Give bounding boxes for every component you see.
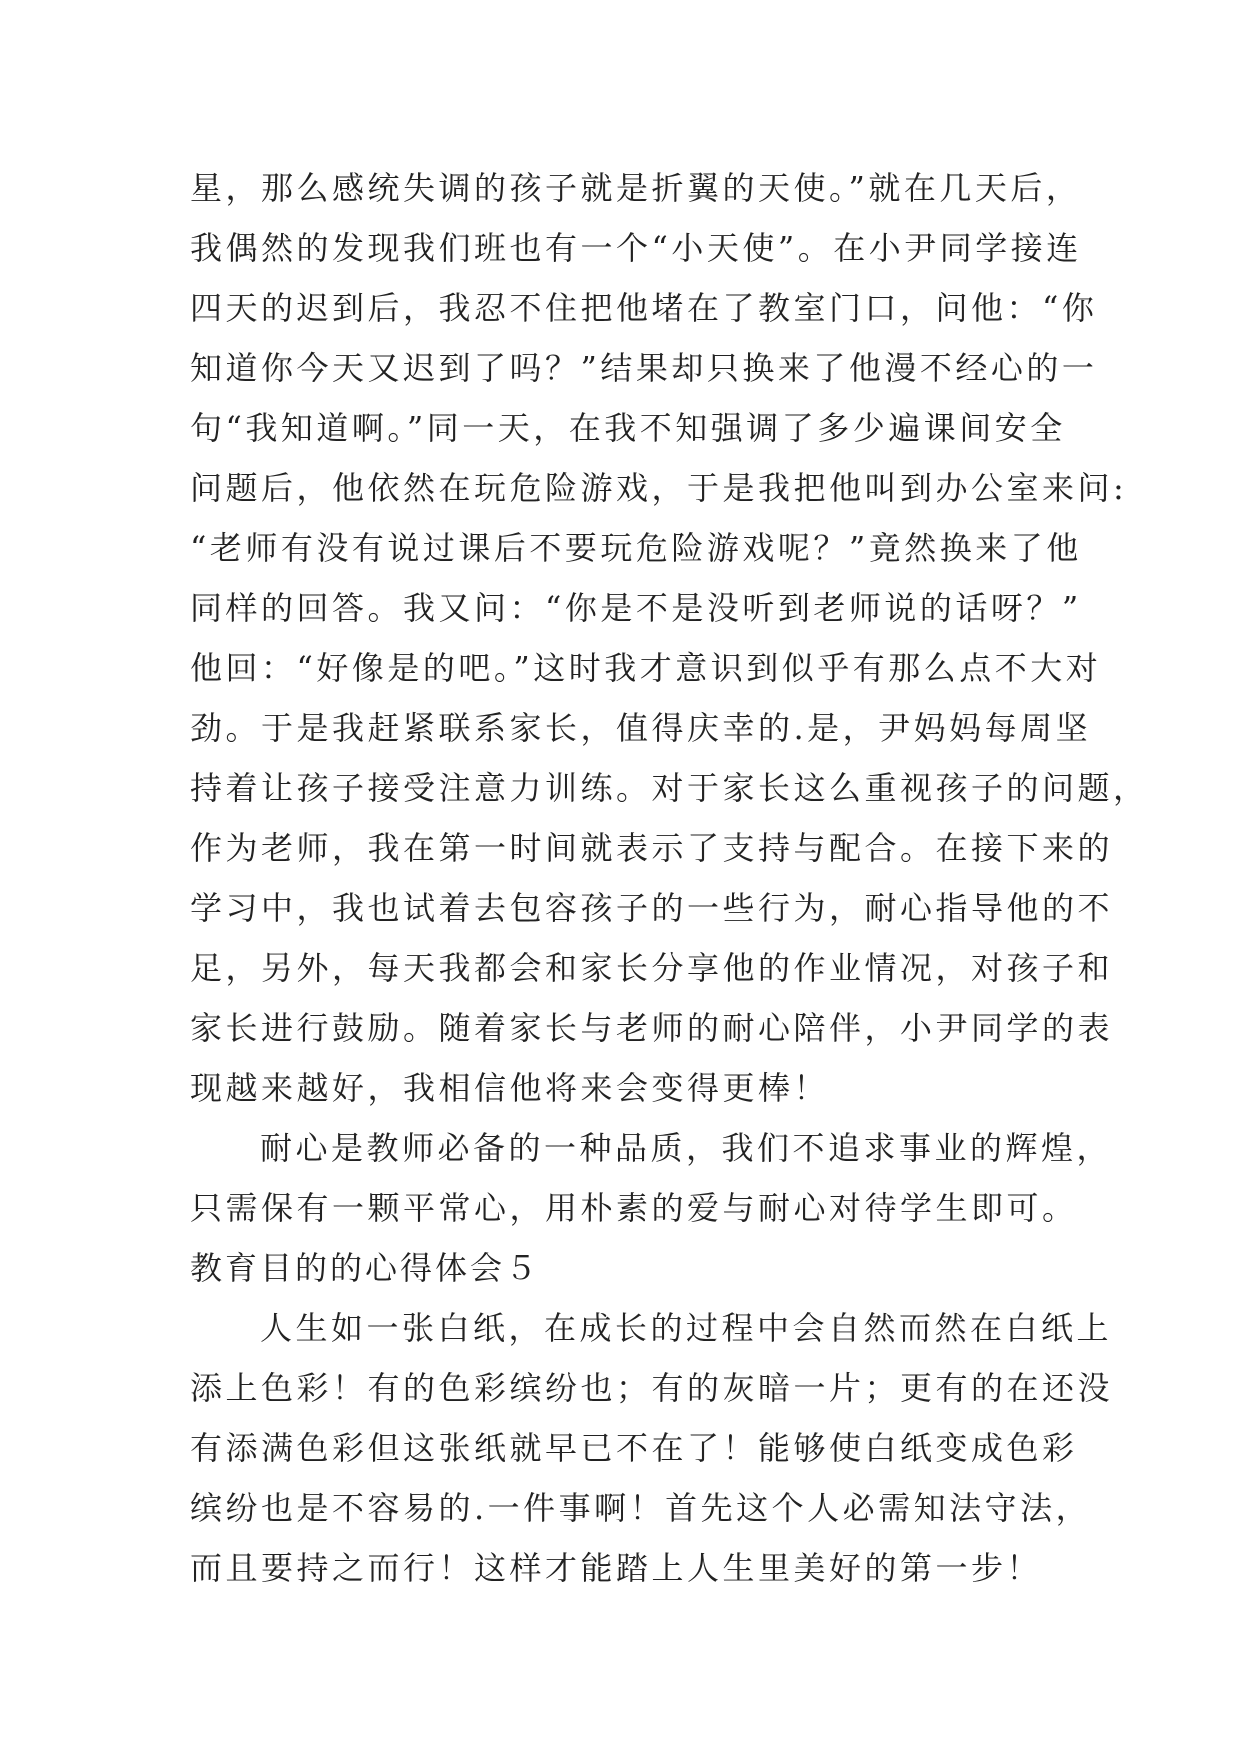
text-line: 我偶然的发现我们班也有一个“小天使”。在小尹同学接连 (190, 229, 1082, 267)
text-line: 星，那么感统失调的孩子就是折翼的天使。”就在几天后， (190, 169, 1082, 207)
text-line: 缤纷也是不容易的.一件事啊！首先这个人必需知法守法， (190, 1489, 1092, 1527)
body-text (190, 158, 1149, 1598)
text-line: 持着让孩子接受注意力训练。对于家长这么重视孩子的问题， (190, 769, 1149, 807)
text-line: 有添满色彩但这张纸就早已不在了！能够使白纸变成色彩 (190, 1429, 1078, 1467)
text-line: 劲。于是我赶紧联系家长，值得庆幸的.是，尹妈妈每周坚 (190, 709, 1092, 747)
text-line: “老师有没有说过课后不要玩危险游戏呢？”竟然换来了他 (190, 529, 1082, 567)
text-line: 他回：“好像是的吧。”这时我才意识到似乎有那么点不大对 (190, 649, 1102, 687)
text-line: 添上色彩！有的色彩缤纷也；有的灰暗一片；更有的在还没 (190, 1369, 1114, 1407)
text-line: 足，另外，每天我都会和家长分享他的作业情况，对孩子和 (190, 949, 1114, 987)
text-line: 作为老师，我在第一时间就表示了支持与配合。在接下来的 (190, 829, 1114, 867)
paragraph-first-line: 人生如一张白纸，在成长的过程中会自然而然在白纸上 (260, 1309, 1113, 1347)
text-line: 现越来越好，我相信他将来会变得更棒！ (190, 1069, 830, 1107)
text-line: 同样的回答。我又问：“你是不是没听到老师说的话呀？” (190, 589, 1082, 627)
section-heading: 教育目的的心得体会５ (190, 1249, 541, 1287)
text-line: 只需保有一颗平常心，用朴素的爱与耐心对待学生即可。 (190, 1189, 1078, 1227)
text-line: 学习中，我也试着去包容孩子的一些行为，耐心指导他的不 (190, 889, 1114, 927)
text-line: 句“我知道啊。”同一天，在我不知强调了多少遍课间安全 (190, 409, 1066, 447)
text-line: 家长进行鼓励。随着家长与老师的耐心陪伴，小尹同学的表 (190, 1009, 1114, 1047)
paragraph-first-line: 耐心是教师必备的一种品质，我们不追求事业的辉煌， (260, 1129, 1113, 1167)
text-line: 而且要持之而行！这样才能踏上人生里美好的第一步！ (190, 1549, 1043, 1587)
text-line: 问题后，他依然在玩危险游戏，于是我把他叫到办公室来问: (190, 469, 1128, 507)
text-line: 知道你今天又迟到了吗？”结果却只换来了他漫不经心的一 (190, 349, 1098, 387)
text-line: 四天的迟到后，我忍不住把他堵在了教室门口，问他：“你 (190, 289, 1098, 327)
